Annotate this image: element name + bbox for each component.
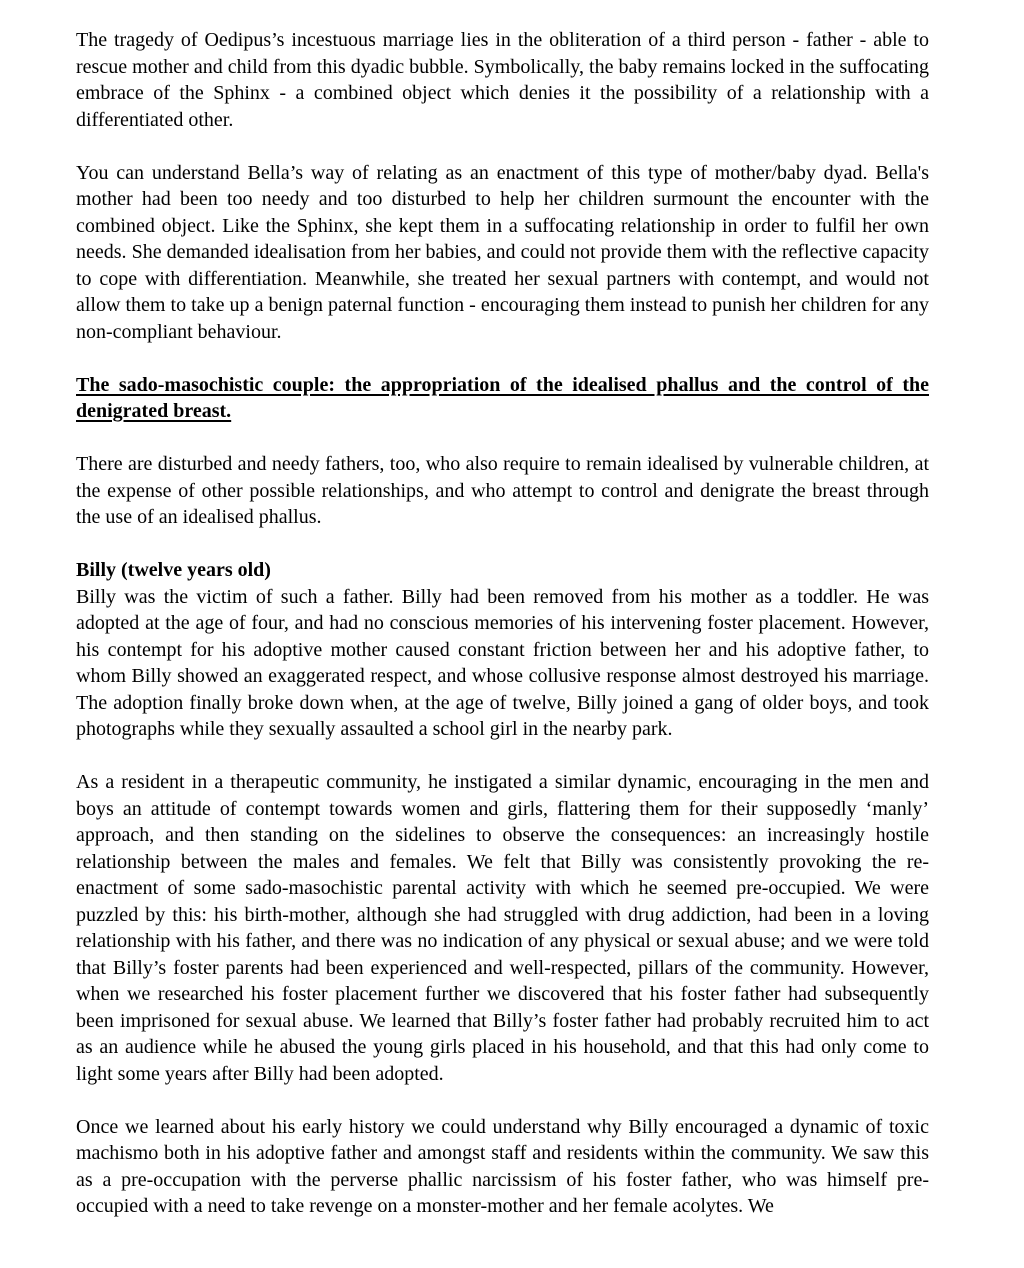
- paragraph-billy-community: As a resident in a therapeutic community, he instigated a similar dynamic, encouraging in the men and boys an attitude of contempt towards women and girls, flattering them for their supposedly ‘manly’ approach, and then standing on the sidelines to observe the consequences: an increasingly hostile relationship between the males and females. We felt that Billy was consistently provoking the re-enactment of some sado-masochistic parental activity with which he seemed pre-occupied. We were puzzled by this: his birth-mother, although she had struggled with drug addiction, had been in a loving relationship with his father, and there was no indication of any physical or sexual abuse; and we were told that Billy’s foster parents had been experienced and well-respected, pillars of the community. However, when we researched his foster placement further we discovered that his foster father had subsequently been imprisoned for sexual abuse. We learned that Billy’s foster father had probably recruited him to act as an audience while he abused the young girls placed in his household, and that this had only come to light some years after Billy had been adopted.: [76, 771, 929, 1085]
- paragraph-fathers: There are disturbed and needy fathers, too, who also require to remain idealised by vulnerable children, at the expense of other possible relationships, and who attempt to control and denigrate the breast through the use of an idealised phallus.: [76, 453, 929, 528]
- paragraph-billy-history: Billy was the victim of such a father. Billy had been removed from his mother as a toddler. He was adopted at the age of four, and had no conscious memories of his intervening foster placement. However, his contempt for his adoptive mother caused constant friction between her and his adoptive father, to whom Billy showed an exaggerated respect, and whose collusive response almost destroyed his marriage. The adoption finally broke down when, at the age of twelve, Billy joined a gang of older boys, and took photographs while they sexually assaulted a school girl in the nearby park.: [76, 585, 929, 740]
- document-page: [76, 27, 929, 1220]
- section-heading: The sado-masochistic couple: the appropriation of the idealised phallus and the control of the denigrated breast.: [76, 373, 929, 422]
- paragraph-oedipus: The tragedy of Oedipus’s incestuous marriage lies in the obliteration of a third person - father - able to rescue mother and child from this dyadic bubble. Symbolically, the baby remains locked in the suffocating embrace of the Sphinx - a combined object which denies it the possibility of a relationship with a differentiated other.: [76, 29, 929, 131]
- case-heading-billy: Billy (twelve years old): [76, 559, 271, 581]
- paragraph-billy-understanding: Once we learned about his early history we could understand why Billy encouraged a dynamic of toxic machismo both in his adoptive father and amongst staff and residents within the community. We saw this as a pre-occupation with the perverse phallic narcissism of his foster father, who was himself pre-occupied with a need to take revenge on a monster-mother and her female acolytes. We: [76, 1115, 929, 1217]
- paragraph-bella: You can understand Bella’s way of relating as an enactment of this type of mother/baby dyad. Bella's mother had been too needy and too disturbed to help her children surmount the encounter with the combined object. Like the Sphinx, she kept them in a suffocating relationship in order to fulfil her own needs. She demanded idealisation from her babies, and could not provide them with the reflective capacity to cope with differentiation. Meanwhile, she treated her sexual partners with contempt, and would not allow them to take up a benign paternal function - encouraging them instead to punish her children for any non-compliant behaviour.: [76, 161, 929, 343]
